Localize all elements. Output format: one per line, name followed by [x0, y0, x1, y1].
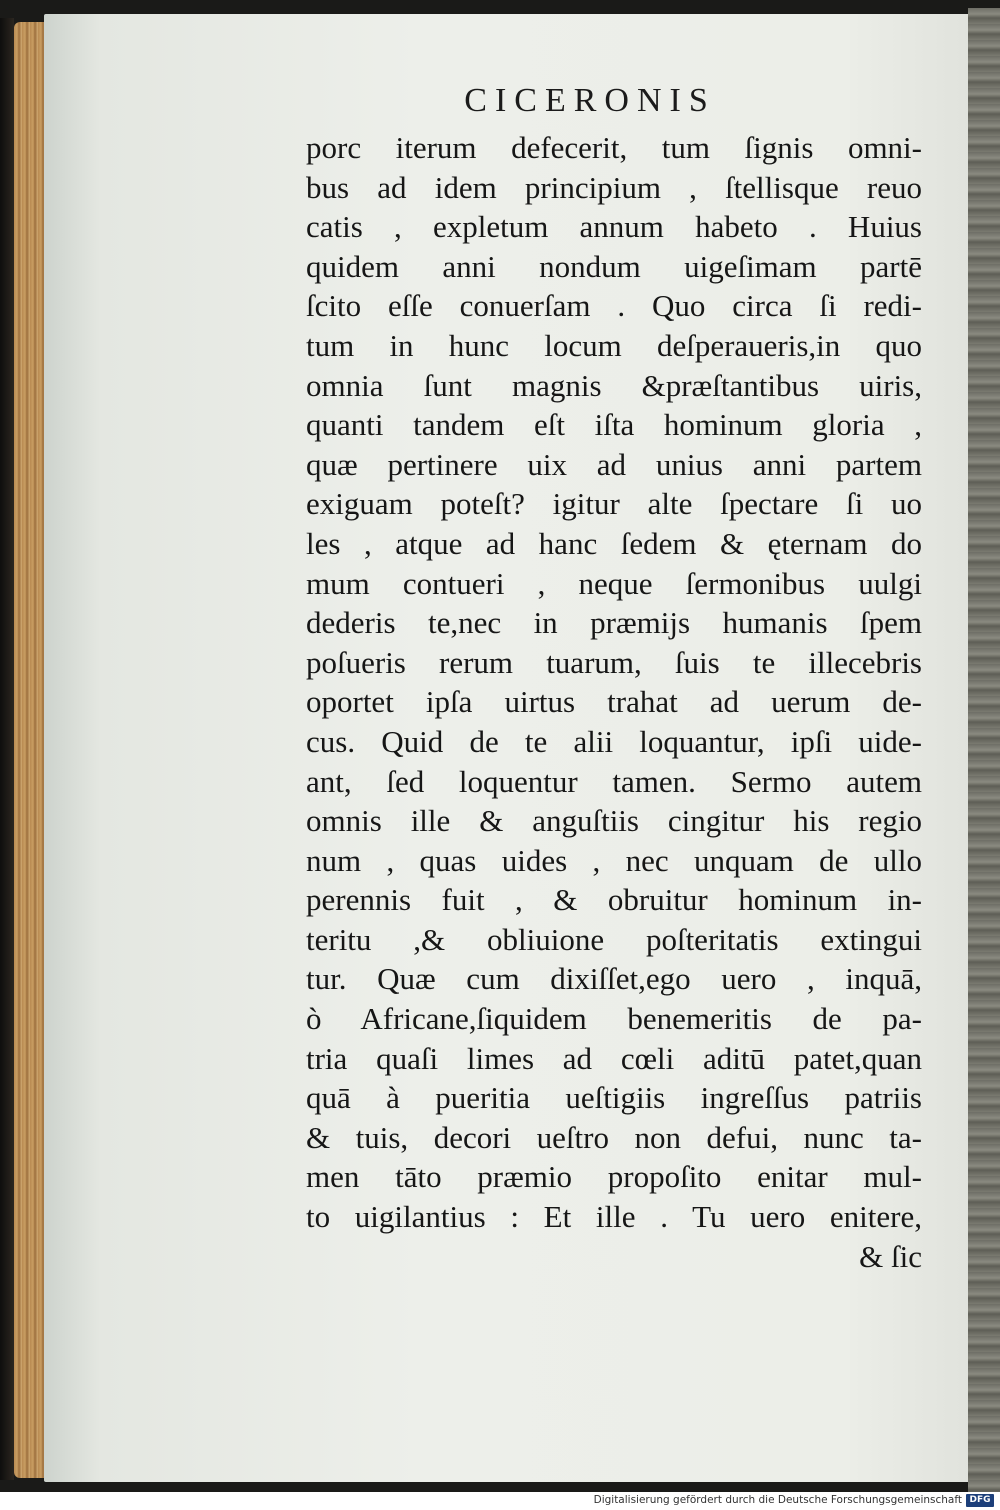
dfg-logo-icon: DFG	[966, 1494, 994, 1507]
text-line: bus ad idem principium , ſtellisque reuo	[306, 169, 922, 205]
text-line: poſueris rerum tuarum, ſuis te illecebris	[306, 644, 922, 680]
text-line: & tuis, decori ueſtro non defui, nunc ta-	[306, 1119, 922, 1155]
text-line: porc iterum defecerit, tum ſignis omni-	[306, 130, 922, 165]
text-line: omnia ſunt magnis &præſtantibus uiris,	[306, 367, 922, 403]
text-line: ò Africane,ſiquidem benemeritis de pa-	[306, 1001, 922, 1037]
text-line: teritu ,& obliuione poſteritatis extingui	[306, 921, 922, 957]
running-header: CICERONIS	[464, 82, 716, 119]
text-line: quā à pueritia ueſtigiis ingreſſus patriis	[306, 1080, 922, 1116]
catchword: & ſic	[859, 1238, 922, 1274]
body-text	[306, 128, 922, 1276]
text-line: ant, ſed loquentur tamen. Sermo autem	[306, 763, 922, 799]
text-line: cus. Quid de te alii loquantur, ipſi uide-	[306, 723, 922, 759]
text-line: catis , expletum annum habeto . Huius	[306, 209, 922, 245]
text-line: tria quaſi limes ad cœli aditū patet,quan	[306, 1040, 922, 1076]
text-line: quæ pertinere uix ad unius anni partem	[306, 446, 922, 482]
text-line: to uigilantius : Et ille . Tu uero enitere,	[306, 1199, 922, 1235]
text-line: dederis te,nec in præmijs humanis ſpem	[306, 605, 922, 641]
text-line: num , quas uides , nec unquam de ullo	[306, 842, 922, 878]
text-line: quidem anni nondum uigeſimam partē	[306, 248, 922, 284]
text-line: omnis ille & anguſtiis cingitur his regio	[306, 803, 922, 839]
text-line: ſcito eſſe conuerſam . Quo circa ſi redi-	[306, 288, 922, 324]
text-line: mum contueri , neque ſermonibus uulgi	[306, 565, 922, 601]
text-line: tur. Quæ cum dixiſſet,ego uero , inquā,	[306, 961, 922, 997]
digitization-footer	[0, 1492, 1000, 1510]
text-line: quanti tandem eſt iſta hominum gloria ,	[306, 407, 922, 443]
funding-credit: Digitalisierung gefördert durch die Deutsche Forschungsgemeinschaft	[593, 1494, 962, 1506]
scan-backdrop-edge	[968, 8, 1000, 1492]
text-line: les , atque ad hanc ſedem & ęternam do	[306, 525, 922, 561]
text-line: exiguam poteſt? igitur alte ſpectare ſi uo	[306, 486, 922, 522]
text-line: perennis fuit , & obruitur hominum in-	[306, 882, 922, 918]
text-line: oportet ipſa uirtus trahat ad uerum de-	[306, 684, 922, 720]
text-line: tum in hunc locum deſperaueris,in quo	[306, 327, 922, 363]
book-binding-shadow	[0, 18, 14, 1480]
text-line: men tāto præmio propoſito enitar mul-	[306, 1159, 922, 1195]
